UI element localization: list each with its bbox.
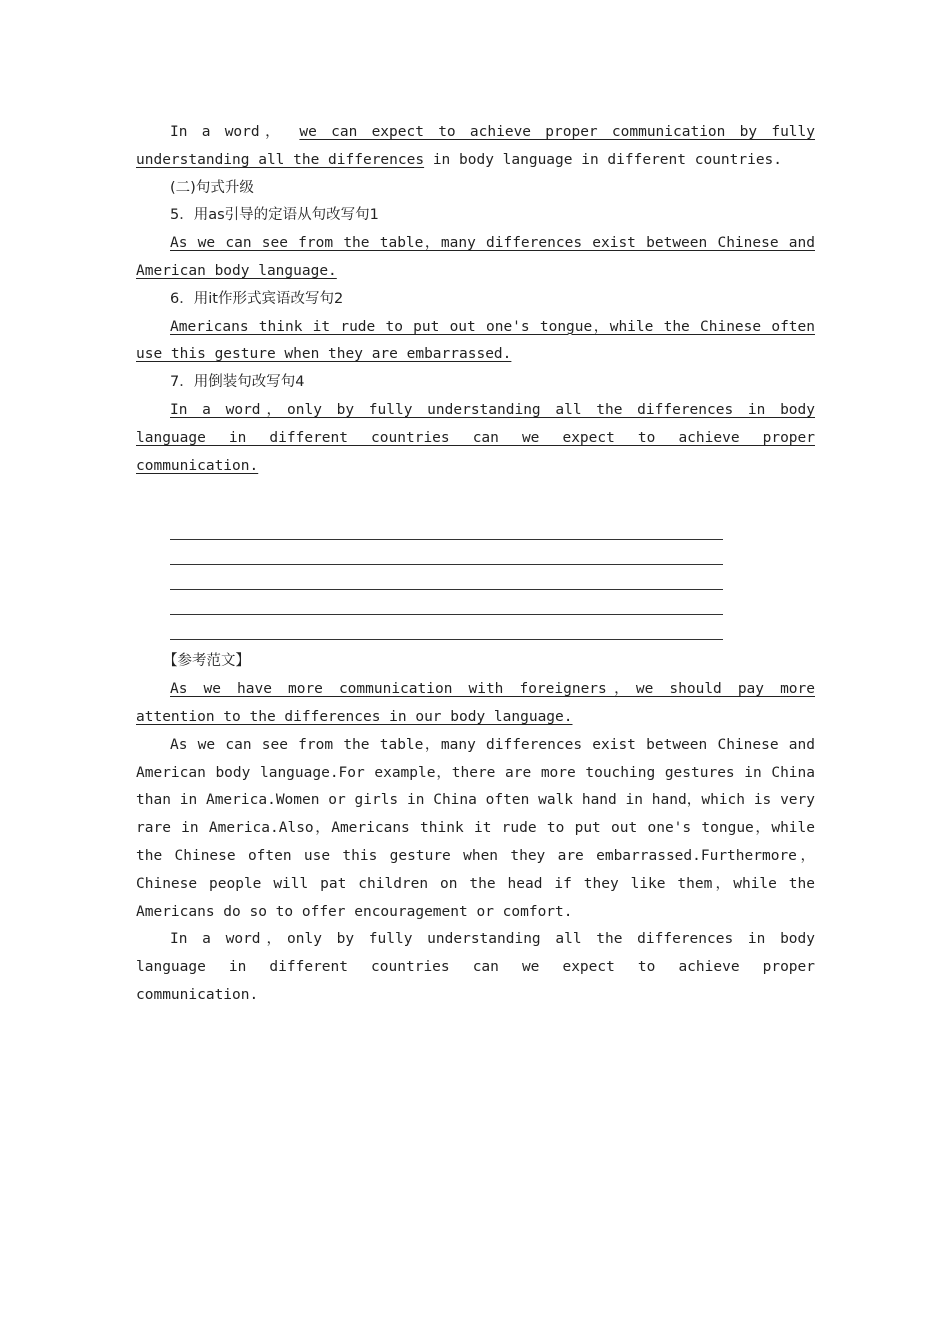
exercise-6-label: 6．用it作形式宾语改写句2	[170, 290, 344, 307]
exercise-6-answer-text: Americans think it rude to put out one's tongue，while the Chinese often use this gesture when they are embarrassed.	[136, 318, 815, 363]
writing-line	[170, 590, 723, 615]
exercise-5-label: 5．用as引导的定语从句改写句1	[170, 207, 379, 224]
model-essay-paragraph-2: As we can see from the table，many differences exist between Chinese and American body language.For example，there are more touching gestures in China than in America.Women or girls in China often walk hand in hand，which is very rare in America.Also，Americans think it rude to put out one's tongue，while the Chinese often use this gesture when they are embarrassed.Furthermore，Chinese people will pat children on the head if they like them，while the Americans do so to offer encouragement or comfort.	[136, 736, 815, 920]
exercise-7-label: 7．用倒装句改写句4	[170, 374, 305, 391]
model-essay-paragraph-1-text: As we have more communication with foreigners，we should pay more attention to the differences in our body language.	[136, 681, 815, 725]
model-essay-paragraph-1	[136, 676, 815, 732]
exercise-7-answer-text: In a word，only by fully understanding all the differences in body language in different countries can we expect to achieve proper communication.	[136, 401, 815, 474]
writing-line	[170, 615, 723, 640]
exercise-5-answer	[136, 230, 815, 286]
conclusion-suffix: in body language in different countries.	[424, 151, 783, 168]
exercise-5-answer-text: As we can see from the table，many differences exist between Chinese and American body language.	[136, 235, 815, 279]
writing-line	[170, 565, 723, 590]
exercise-6-answer	[136, 314, 815, 370]
document-body	[136, 119, 815, 1010]
section-heading-sentence-upgrade: (二)句式升级	[170, 179, 254, 196]
conclusion-underlined: we can expect to achieve proper communication by fully understanding all the differences	[136, 124, 816, 168]
conclusion-prefix: In a word，	[170, 124, 286, 140]
exercise-7-answer	[136, 397, 815, 480]
model-essay-heading: 【参考范文】	[163, 653, 250, 670]
paragraph-conclusion	[136, 119, 815, 175]
model-essay-paragraph-3: In a word，only by fully understanding all the differences in body language in different countries can we expect to achieve proper communication.	[136, 931, 815, 1003]
writing-area	[170, 480, 723, 648]
writing-line	[170, 540, 723, 565]
writing-line	[170, 515, 723, 540]
